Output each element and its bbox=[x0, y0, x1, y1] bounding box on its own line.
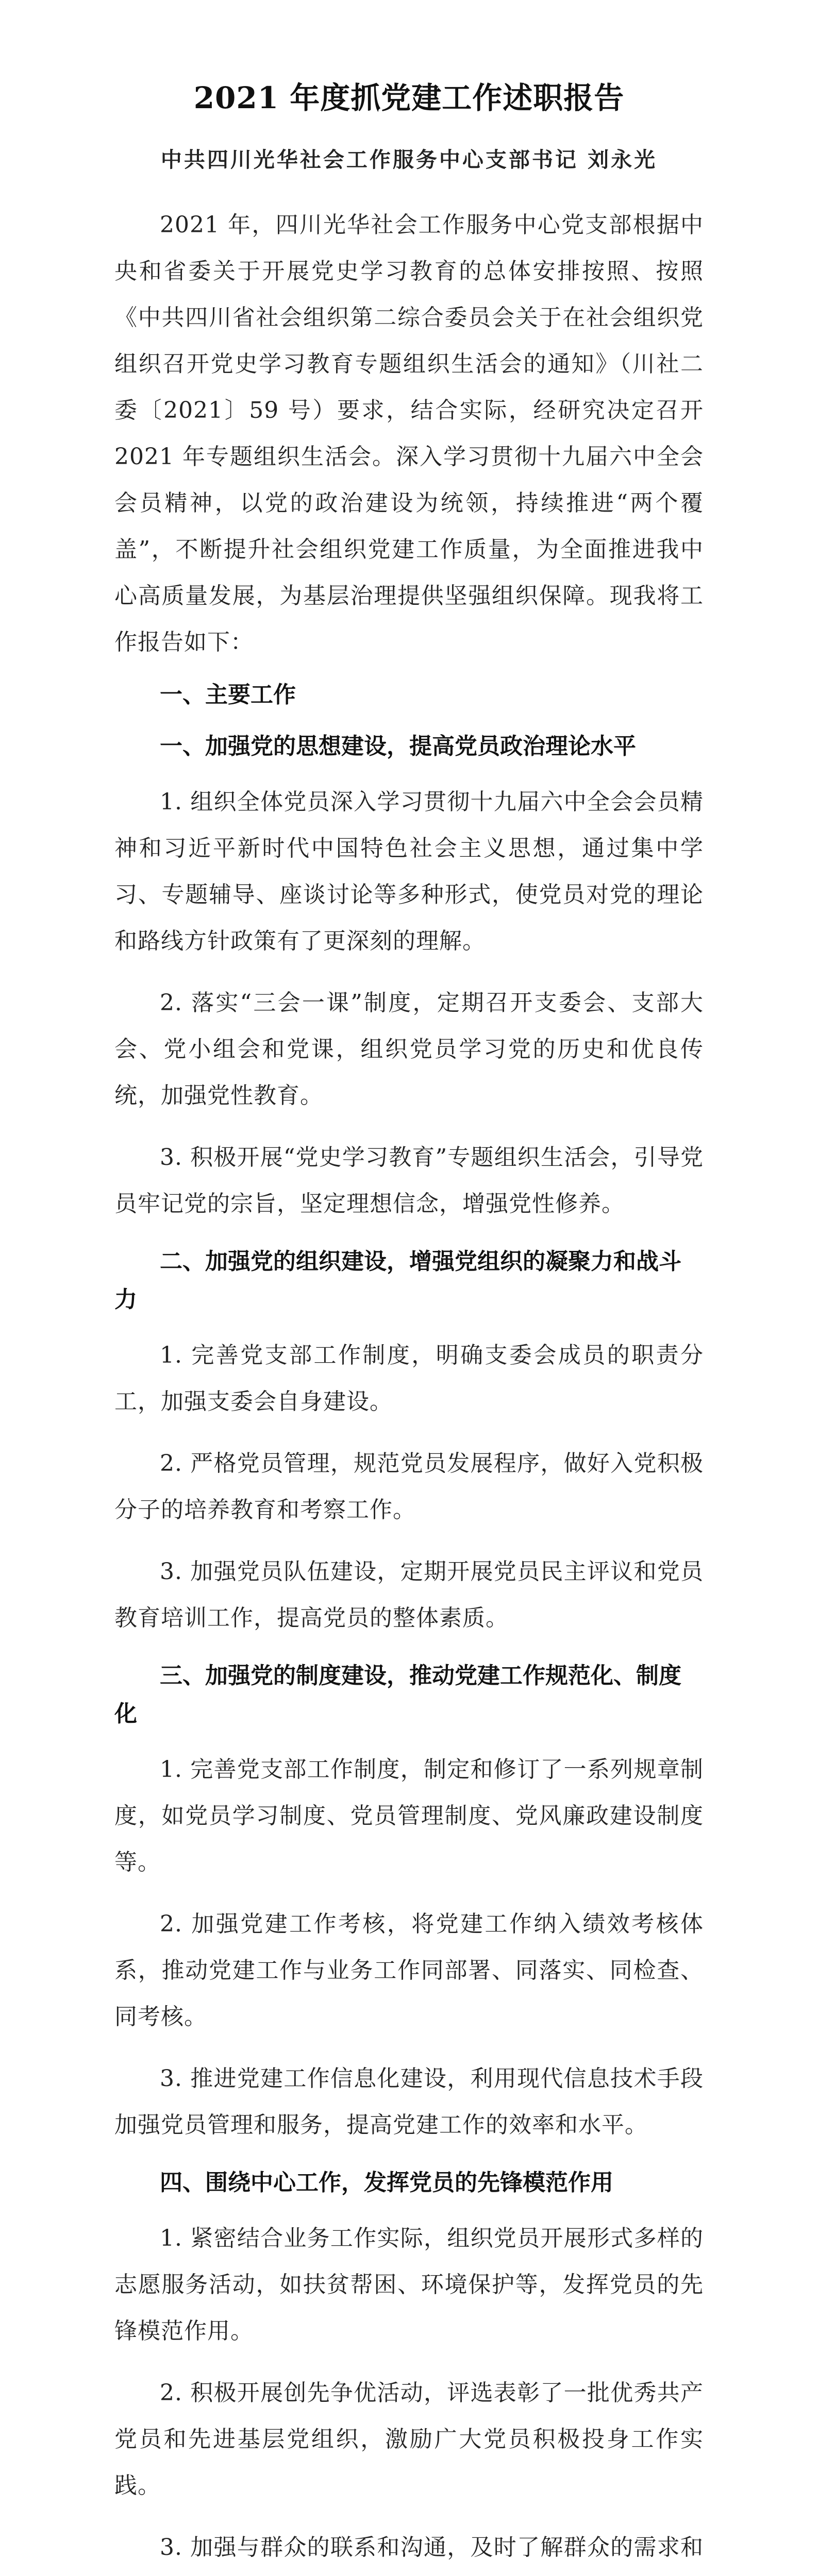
list-item: 1. 紧密结合业务工作实际，组织党员开展形式多样的志愿服务活动，如扶贫帮困、环境保护等，发挥党员的先锋模范作用。 bbox=[114, 2225, 704, 2344]
intro-paragraph: 2021 年，四川光华社会工作服务中心党支部根据中央和省委关于开展党史学习教育的总体安排按照、按照《中共四川省社会组织第二综合委员会关于在社会组织党组织召开党史学习教育专题组织生活会的通知》（川社二委〔2021〕59 号）要求，结合实际，经研究决定召开 2021 年专题组织生活会。深入学习贯彻十九届六中全会会员精神，以党的政治建设为统领，持续推进“两个覆盖”，不断提升社会组织党建工作质量，为全面推进我中心高质量发展，为基层治理提供坚强组织保障。现我将工作报告如下： bbox=[114, 212, 704, 655]
list-item: 1. 组织全体党员深入学习贯彻十九届六中全会会员精神和习近平新时代中国特色社会主义思想，通过集中学习、专题辅导、座谈讨论等多种形式，使党员对党的理论和路线方针政策有了更深刻的理解。 bbox=[114, 789, 704, 954]
subsection-heading-organization: 二、加强党的组织建设，增强党组织的凝聚力和战斗力 bbox=[114, 1248, 681, 1313]
subsection-heading-institution: 三、加强党的制度建设，推动党建工作规范化、制度化 bbox=[114, 1663, 681, 1727]
list-item: 2. 加强党建工作考核，将党建工作纳入绩效考核体系，推动党建工作与业务工作同部署、同落实、同检查、同考核。 bbox=[114, 1911, 704, 2030]
list-item: 3. 加强党员队伍建设，定期开展党员民主评议和党员教育培训工作，提高党员的整体素质。 bbox=[114, 1558, 704, 1631]
list-item: 1. 完善党支部工作制度，制定和修订了一系列规章制度，如党员学习制度、党员管理制度、党风廉政建设制度等。 bbox=[114, 1756, 704, 1875]
list-item: 3. 积极开展“党史学习教育”专题组织生活会，引导党员牢记党的宗旨，坚定理想信念，增强党性修养。 bbox=[114, 1144, 704, 1217]
document-author: 中共四川光华社会工作服务中心支部书记 刘永光 bbox=[160, 147, 658, 172]
section-heading-main-work: 一、主要工作 bbox=[160, 682, 296, 708]
document-title: 2021 年度抓党建工作述职报告 bbox=[193, 80, 625, 115]
list-item: 2. 落实“三会一课”制度，定期召开支委会、支部大会、党小组会和党课，组织党员学习党的历史和优良传统，加强党性教育。 bbox=[114, 990, 704, 1109]
list-item: 3. 加强与群众的联系和沟通，及时了解群众的需求和 bbox=[160, 2534, 704, 2561]
subsection-heading-ideology: 一、加强党的思想建设，提高党员政治理论水平 bbox=[160, 733, 636, 759]
list-item: 2. 严格党员管理，规范党员发展程序，做好入党积极分子的培养教育和考察工作。 bbox=[114, 1450, 704, 1523]
subsection-heading-vanguard: 四、围绕中心工作，发挥党员的先锋模范作用 bbox=[160, 2170, 613, 2196]
list-item: 1. 完善党支部工作制度，明确支委会成员的职责分工，加强支委会自身建设。 bbox=[114, 1342, 704, 1415]
list-item: 3. 推进党建工作信息化建设，利用现代信息技术手段加强党员管理和服务，提高党建工作的效率和水平。 bbox=[114, 2065, 704, 2138]
document-body bbox=[114, 202, 704, 2576]
list-item: 2. 积极开展创先争优活动，评选表彰了一批优秀共产党员和先进基层党组织，激励广大党员积极投身工作实践。 bbox=[114, 2380, 704, 2499]
